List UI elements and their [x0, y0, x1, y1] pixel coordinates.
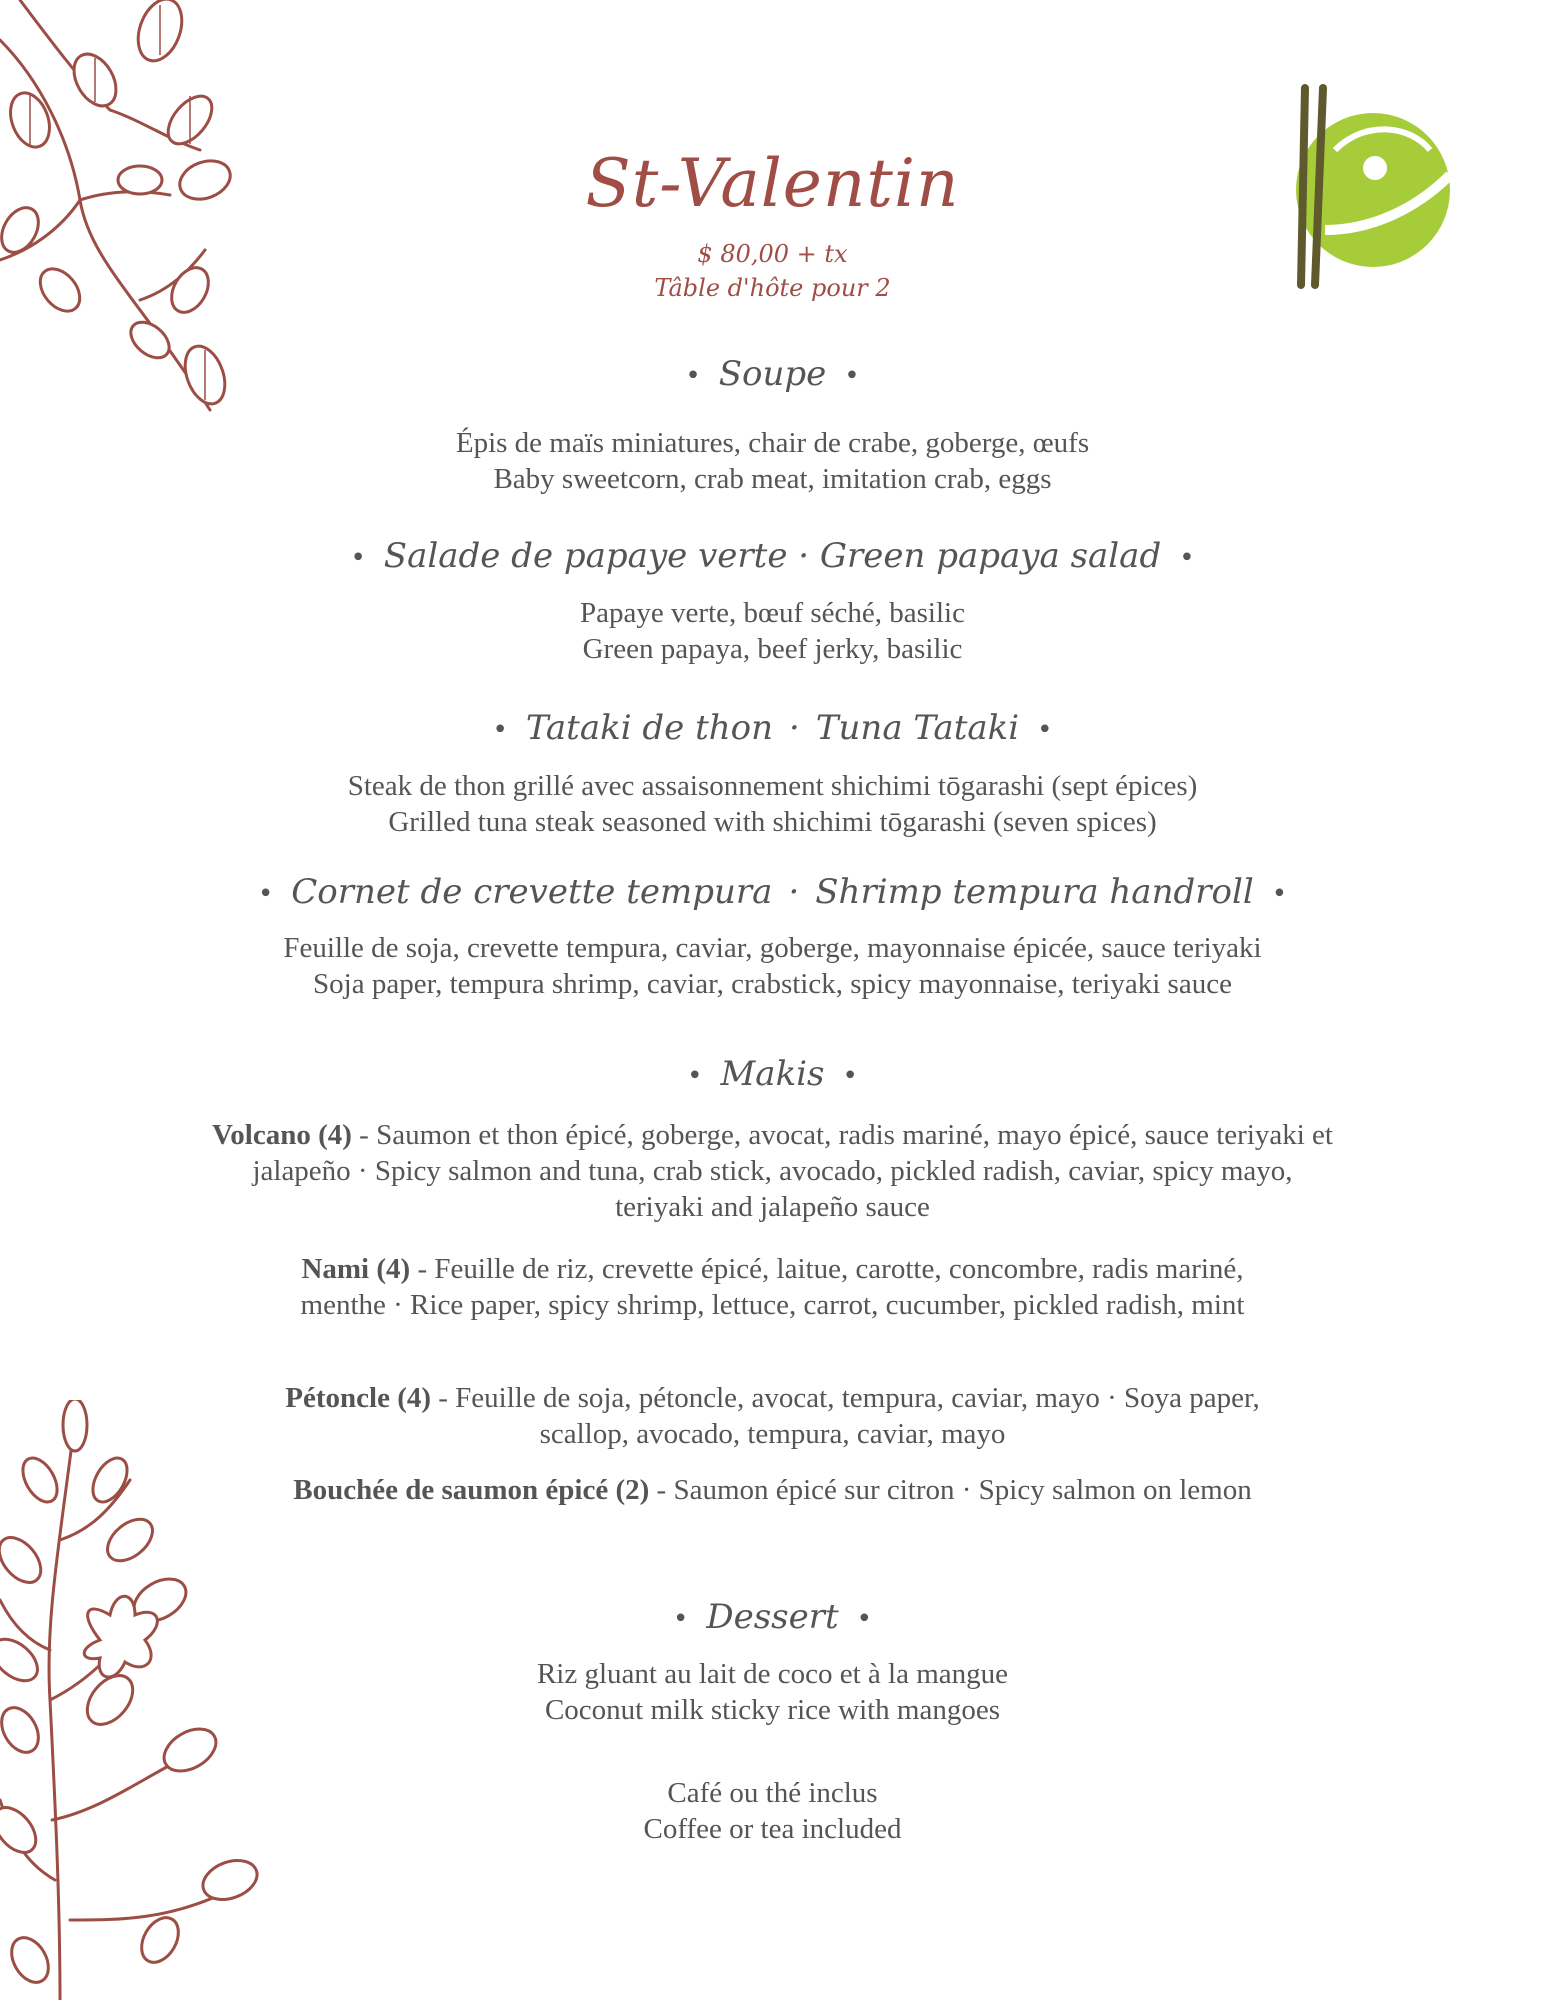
- soupe-description-en: Baby sweetcorn, crab meat, imitation crab, eggs: [493, 463, 1052, 495]
- maki-item-nami: [260, 1251, 1285, 1323]
- maki-description: - Saumon épicé sur citron · Spicy salmon on lemon: [649, 1474, 1252, 1506]
- maki-description: - Feuille de riz, crevette épicé, laitue, carotte, concombre, radis mariné, menthe · Rice paper, spicy shrimp, lettuce, carrot, cucumber, pickled radish, mint: [300, 1253, 1245, 1321]
- menu-price: $ 80,00 + tx: [697, 240, 848, 268]
- maki-name: Volcano (4): [212, 1119, 352, 1151]
- menu-subtitle: Tâble d'hôte pour 2: [654, 274, 891, 302]
- maki-description: - Saumon et thon épicé, goberge, avocat, radis mariné, mayo épicé, sauce teriyaki et jalapeño · Spicy salmon and tuna, crab stick, avocado, pickled radish, caviar, spicy mayo, teriyaki and jalapeño sauce: [252, 1119, 1333, 1223]
- maki-description: - Feuille de soja, pétoncle, avocat, tempura, caviar, mayo · Soya paper, scallop, avocado, tempura, caviar, mayo: [431, 1382, 1260, 1450]
- drinks-fr: Café ou thé inclus: [667, 1777, 878, 1809]
- section-title-tataki: • Tataki de thon · Tuna Tataki •: [492, 708, 1053, 748]
- dessert-description-fr: Riz gluant au lait de coco et à la mangue: [536, 1658, 1009, 1690]
- maki-name: Pétoncle (4): [285, 1382, 432, 1414]
- dessert-description-en: Coconut milk sticky rice with mangoes: [544, 1694, 1001, 1726]
- section-title-makis: • Makis •: [687, 1054, 858, 1094]
- maki-item-volcano: [205, 1117, 1340, 1225]
- cornet-description-en: Soja paper, tempura shrimp, caviar, crabstick, spicy mayonnaise, teriyaki sauce: [313, 968, 1232, 1000]
- salade-description-en: Green papaya, beef jerky, basilic: [582, 633, 963, 665]
- salade-description-fr: Papaye verte, bœuf séché, basilic: [580, 597, 965, 629]
- section-title-dessert: • Dessert •: [672, 1597, 872, 1637]
- drinks-en: Coffee or tea included: [643, 1813, 902, 1845]
- soupe-description-fr: Épis de maïs miniatures, chair de crabe, goberge, œufs: [455, 427, 1090, 459]
- section-title-cornet: • Cornet de crevette tempura · Shrimp tempura handroll •: [257, 872, 1288, 912]
- maki-item-bouchee: [270, 1472, 1275, 1508]
- tataki-description-fr: Steak de thon grillé avec assaisonnement shichimi tōgarashi (sept épices): [347, 770, 1198, 802]
- tataki-description-en: Grilled tuna steak seasoned with shichimi tōgarashi (seven spices): [388, 806, 1157, 838]
- maki-name: Bouchée de saumon épicé (2): [293, 1474, 650, 1506]
- cornet-description-fr: Feuille de soja, crevette tempura, caviar, goberge, mayonnaise épicée, sauce teriyaki: [283, 932, 1262, 964]
- maki-item-petoncle: [270, 1380, 1275, 1452]
- section-title-soupe: • Soupe •: [685, 354, 860, 394]
- maki-name: Nami (4): [301, 1253, 411, 1285]
- menu-title: St-Valentin: [585, 145, 960, 222]
- section-title-salade: • Salade de papaye verte · Green papaya salad •: [350, 536, 1195, 576]
